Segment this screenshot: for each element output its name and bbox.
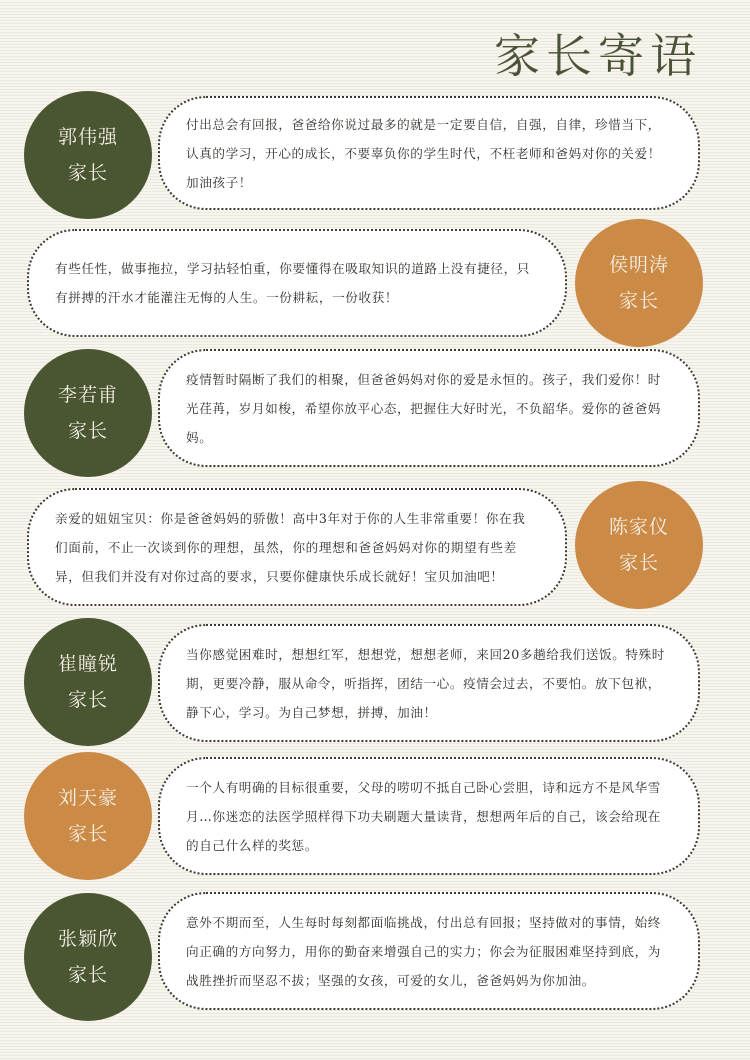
message-bubble: [158, 892, 700, 1010]
parent-name: 李若甫: [57, 384, 118, 406]
parent-avatar-circle: [575, 481, 703, 609]
parent-message-card: [0, 750, 750, 890]
parent-name: 郭伟强: [57, 126, 118, 148]
parent-role: 家长: [67, 420, 108, 442]
parent-name: 刘天豪: [57, 787, 118, 809]
parent-role: 家长: [67, 823, 108, 845]
message-text: 疫情暂时隔断了我们的相聚，但爸爸妈妈对你的爱是永恒的。孩子，我们爱你！时光荏苒，岁月如梭，希望你放平心态，把握住大好时光，不负韶华。爱你的爸爸妈妈。: [186, 371, 661, 445]
message-text: 有些任性，做事拖拉，学习拈轻怕重，你要懂得在吸取知识的道路上没有捷径，只有拼搏的汗水才能灌注无悔的人生。一份耕耘，一份收获！: [55, 261, 530, 305]
message-text: 当你感觉困难时，想想红军，想想党，想想老师，来回20多趟给我们送饭。特殊时期，更要冷静，服从命令，听指挥，团结一心。疫情会过去，不要怕。放下包袱，静下心，学习。为自己梦想，拼搏，加油！: [186, 646, 666, 720]
parent-message-card: [0, 90, 750, 220]
parent-avatar-circle: [575, 219, 703, 347]
parent-message-card: [0, 886, 750, 1026]
message-text: 一个人有明确的目标很重要，父母的唠叨不抵自己卧心尝胆，诗和远方不是风华雪月…你迷恋的法医学照样得下功夫刷题大量读背，想想两年后的自己，该会给现在的自己什么样的奖惩。: [186, 779, 661, 853]
parent-role: 家长: [618, 290, 659, 312]
message-bubble: [158, 349, 700, 467]
parent-avatar-circle: [24, 893, 152, 1021]
message-bubble: [158, 96, 700, 210]
parent-message-card: [0, 216, 750, 346]
message-text: 亲爱的妞妞宝贝：你是爸爸妈妈的骄傲！高中3年对于你的人生非常重要！你在我们面前，不止一次谈到你的理想，虽然，你的理想和爸爸妈妈对你的期望有些差异，但我们并没有对你过高的要求，只要你健康快乐成长就好！宝贝加油吧！: [55, 510, 526, 584]
parent-role: 家长: [67, 689, 108, 711]
parent-message-card: [0, 614, 750, 754]
parent-avatar-circle: [24, 349, 152, 477]
parent-message-card: [0, 478, 750, 618]
page-title: 家长寄语: [494, 29, 702, 83]
parent-name: 陈家仪: [608, 516, 669, 538]
parent-name: 张颖欣: [57, 928, 118, 950]
message-bubble: [158, 624, 700, 742]
parent-name: 侯明涛: [608, 254, 669, 276]
parent-message-card: [0, 342, 750, 482]
message-bubble: [27, 229, 567, 337]
message-bubble: [158, 757, 700, 875]
message-text: 付出总会有回报，爸爸给你说过最多的就是一定要自信，自强，自律，珍惜当下，认真的学习，开心的成长，不要辜负你的学生时代，不枉老师和爸妈对你的关爱！加油孩子！: [186, 116, 661, 190]
parent-role: 家长: [67, 964, 108, 986]
parent-avatar-circle: [24, 618, 152, 746]
message-text: 意外不期而至，人生每时每刻都面临挑战，付出总有回报；坚持做对的事情，始终向正确的方向努力，用你的勤奋来增强自己的实力；你会为征服困难坚持到底，为战胜挫折而坚忍不拔；坚强的女孩，可爱的女儿，爸爸妈妈为你加油。: [186, 914, 661, 988]
message-bubble: [27, 488, 567, 606]
parent-role: 家长: [67, 162, 108, 184]
parent-avatar-circle: [24, 91, 152, 219]
parent-avatar-circle: [24, 752, 152, 880]
parent-role: 家长: [618, 552, 659, 574]
parent-name: 崔瞳锐: [57, 653, 118, 675]
